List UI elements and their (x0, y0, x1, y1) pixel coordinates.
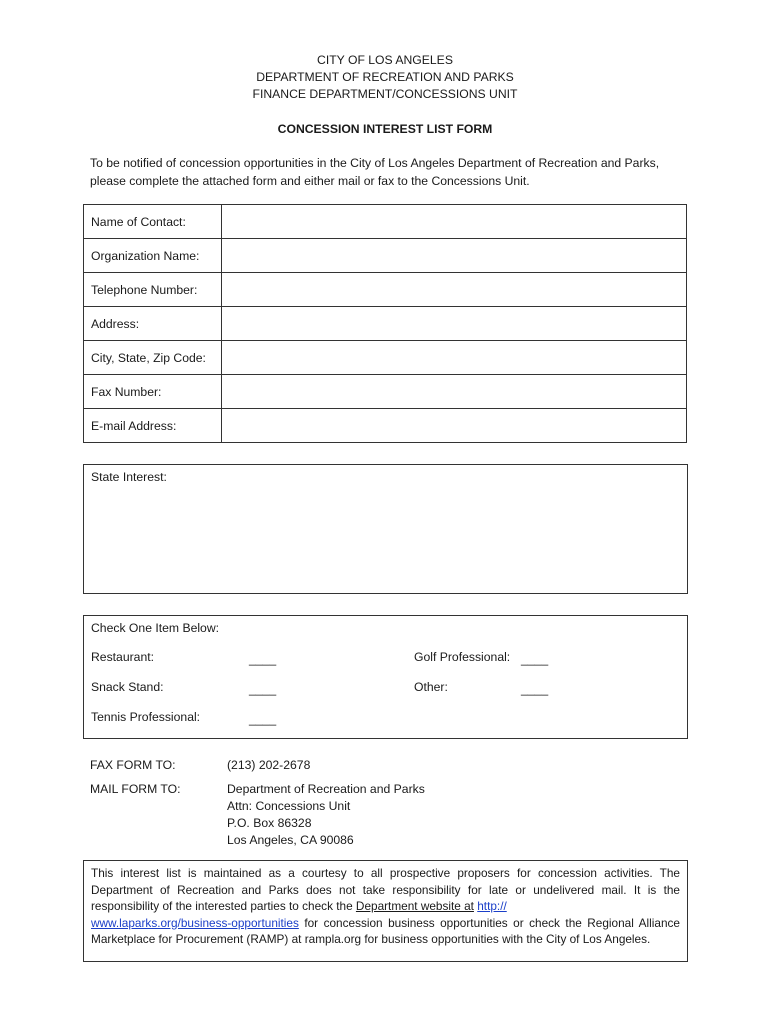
restaurant-checkbox[interactable]: ____ (249, 652, 277, 666)
intro-text (90, 154, 690, 190)
mail-address-line-4: Los Angeles, CA 90086 (227, 833, 354, 847)
contact-name-label: Name of Contact: (84, 205, 222, 239)
header-line-1: CITY OF LOS ANGELES (317, 53, 453, 67)
city-state-zip-label: City, State, Zip Code: (84, 341, 222, 375)
telephone-number-field[interactable] (222, 273, 687, 307)
department-website-text: Department website at (355, 899, 474, 913)
email-address-field[interactable] (222, 409, 687, 443)
contact-name-field[interactable] (222, 205, 687, 239)
state-interest-label: State Interest: (91, 470, 167, 484)
telephone-number-label: Telephone Number: (84, 273, 222, 307)
table-row (84, 307, 687, 341)
mail-address-line-3: P.O. Box 86328 (227, 816, 312, 830)
check-section-heading: Check One Item Below: (91, 621, 220, 635)
intro-line-2: please complete the attached form and either mail or fax to the Concessions Unit. (90, 174, 530, 188)
fax-form-label: FAX FORM TO: (90, 758, 176, 772)
tennis-professional-checkbox[interactable]: ____ (249, 712, 277, 726)
mail-address-line-1: Department of Recreation and Parks (227, 782, 425, 796)
table-row (84, 239, 687, 273)
golf-professional-label: Golf Professional: (414, 650, 511, 664)
intro-line-1: To be notified of concession opportunities in the City of Los Angeles Department of Recreation and Parks, (90, 156, 660, 170)
disclaimer-part-2: for concession business opportunities or check the Regional Alliance Marketplace for Procurement (RAMP) at rampla.org for business opportunities with the City of Los Angeles. (91, 915, 680, 946)
restaurant-label: Restaurant: (91, 650, 155, 664)
disclaimer-notice (83, 860, 688, 962)
table-row (84, 409, 687, 443)
fax-number-label: Fax Number: (84, 375, 222, 409)
city-state-zip-field[interactable] (222, 341, 687, 375)
other-checkbox[interactable]: ____ (521, 682, 549, 696)
organization-name-field[interactable] (222, 239, 687, 273)
address-label: Address: (84, 307, 222, 341)
email-address-label: E-mail Address: (84, 409, 222, 443)
disclaimer-text (91, 865, 680, 948)
state-interest-field[interactable] (83, 464, 688, 594)
check-item-section (83, 615, 688, 739)
header-line-3: FINANCE DEPARTMENT/CONCESSIONS UNIT (252, 87, 518, 101)
snack-stand-checkbox[interactable]: ____ (249, 682, 277, 696)
address-field[interactable] (222, 307, 687, 341)
snack-stand-label: Snack Stand: (91, 680, 164, 694)
organization-name-label: Organization Name: (84, 239, 222, 273)
fax-number-field[interactable] (222, 375, 687, 409)
table-row (84, 375, 687, 409)
laparks-business-opportunities-link[interactable]: www.laparks.org/business-opportunities (91, 915, 299, 930)
tennis-professional-label: Tennis Professional: (91, 710, 201, 724)
mail-address-line-2: Attn: Concessions Unit (227, 799, 351, 813)
table-row (84, 205, 687, 239)
fax-form-number: (213) 202-2678 (227, 758, 311, 772)
other-label: Other: (414, 680, 448, 694)
golf-professional-checkbox[interactable]: ____ (521, 652, 549, 666)
form-title: CONCESSION INTEREST LIST FORM (277, 122, 493, 136)
table-row (84, 341, 687, 375)
disclaimer-part-1: This interest list is maintained as a courtesy to all prospective proposers for concession activities. The Department of Recreation and Parks does not take responsibility for late or undelivered mail. It is the responsibility of the interested parties to check the (91, 866, 680, 913)
laparks-link-prefix[interactable]: http:// (477, 899, 507, 913)
table-row (84, 273, 687, 307)
contact-info-table (83, 204, 687, 443)
mail-form-label: MAIL FORM TO: (90, 782, 181, 796)
header-line-2: DEPARTMENT OF RECREATION AND PARKS (256, 70, 514, 84)
